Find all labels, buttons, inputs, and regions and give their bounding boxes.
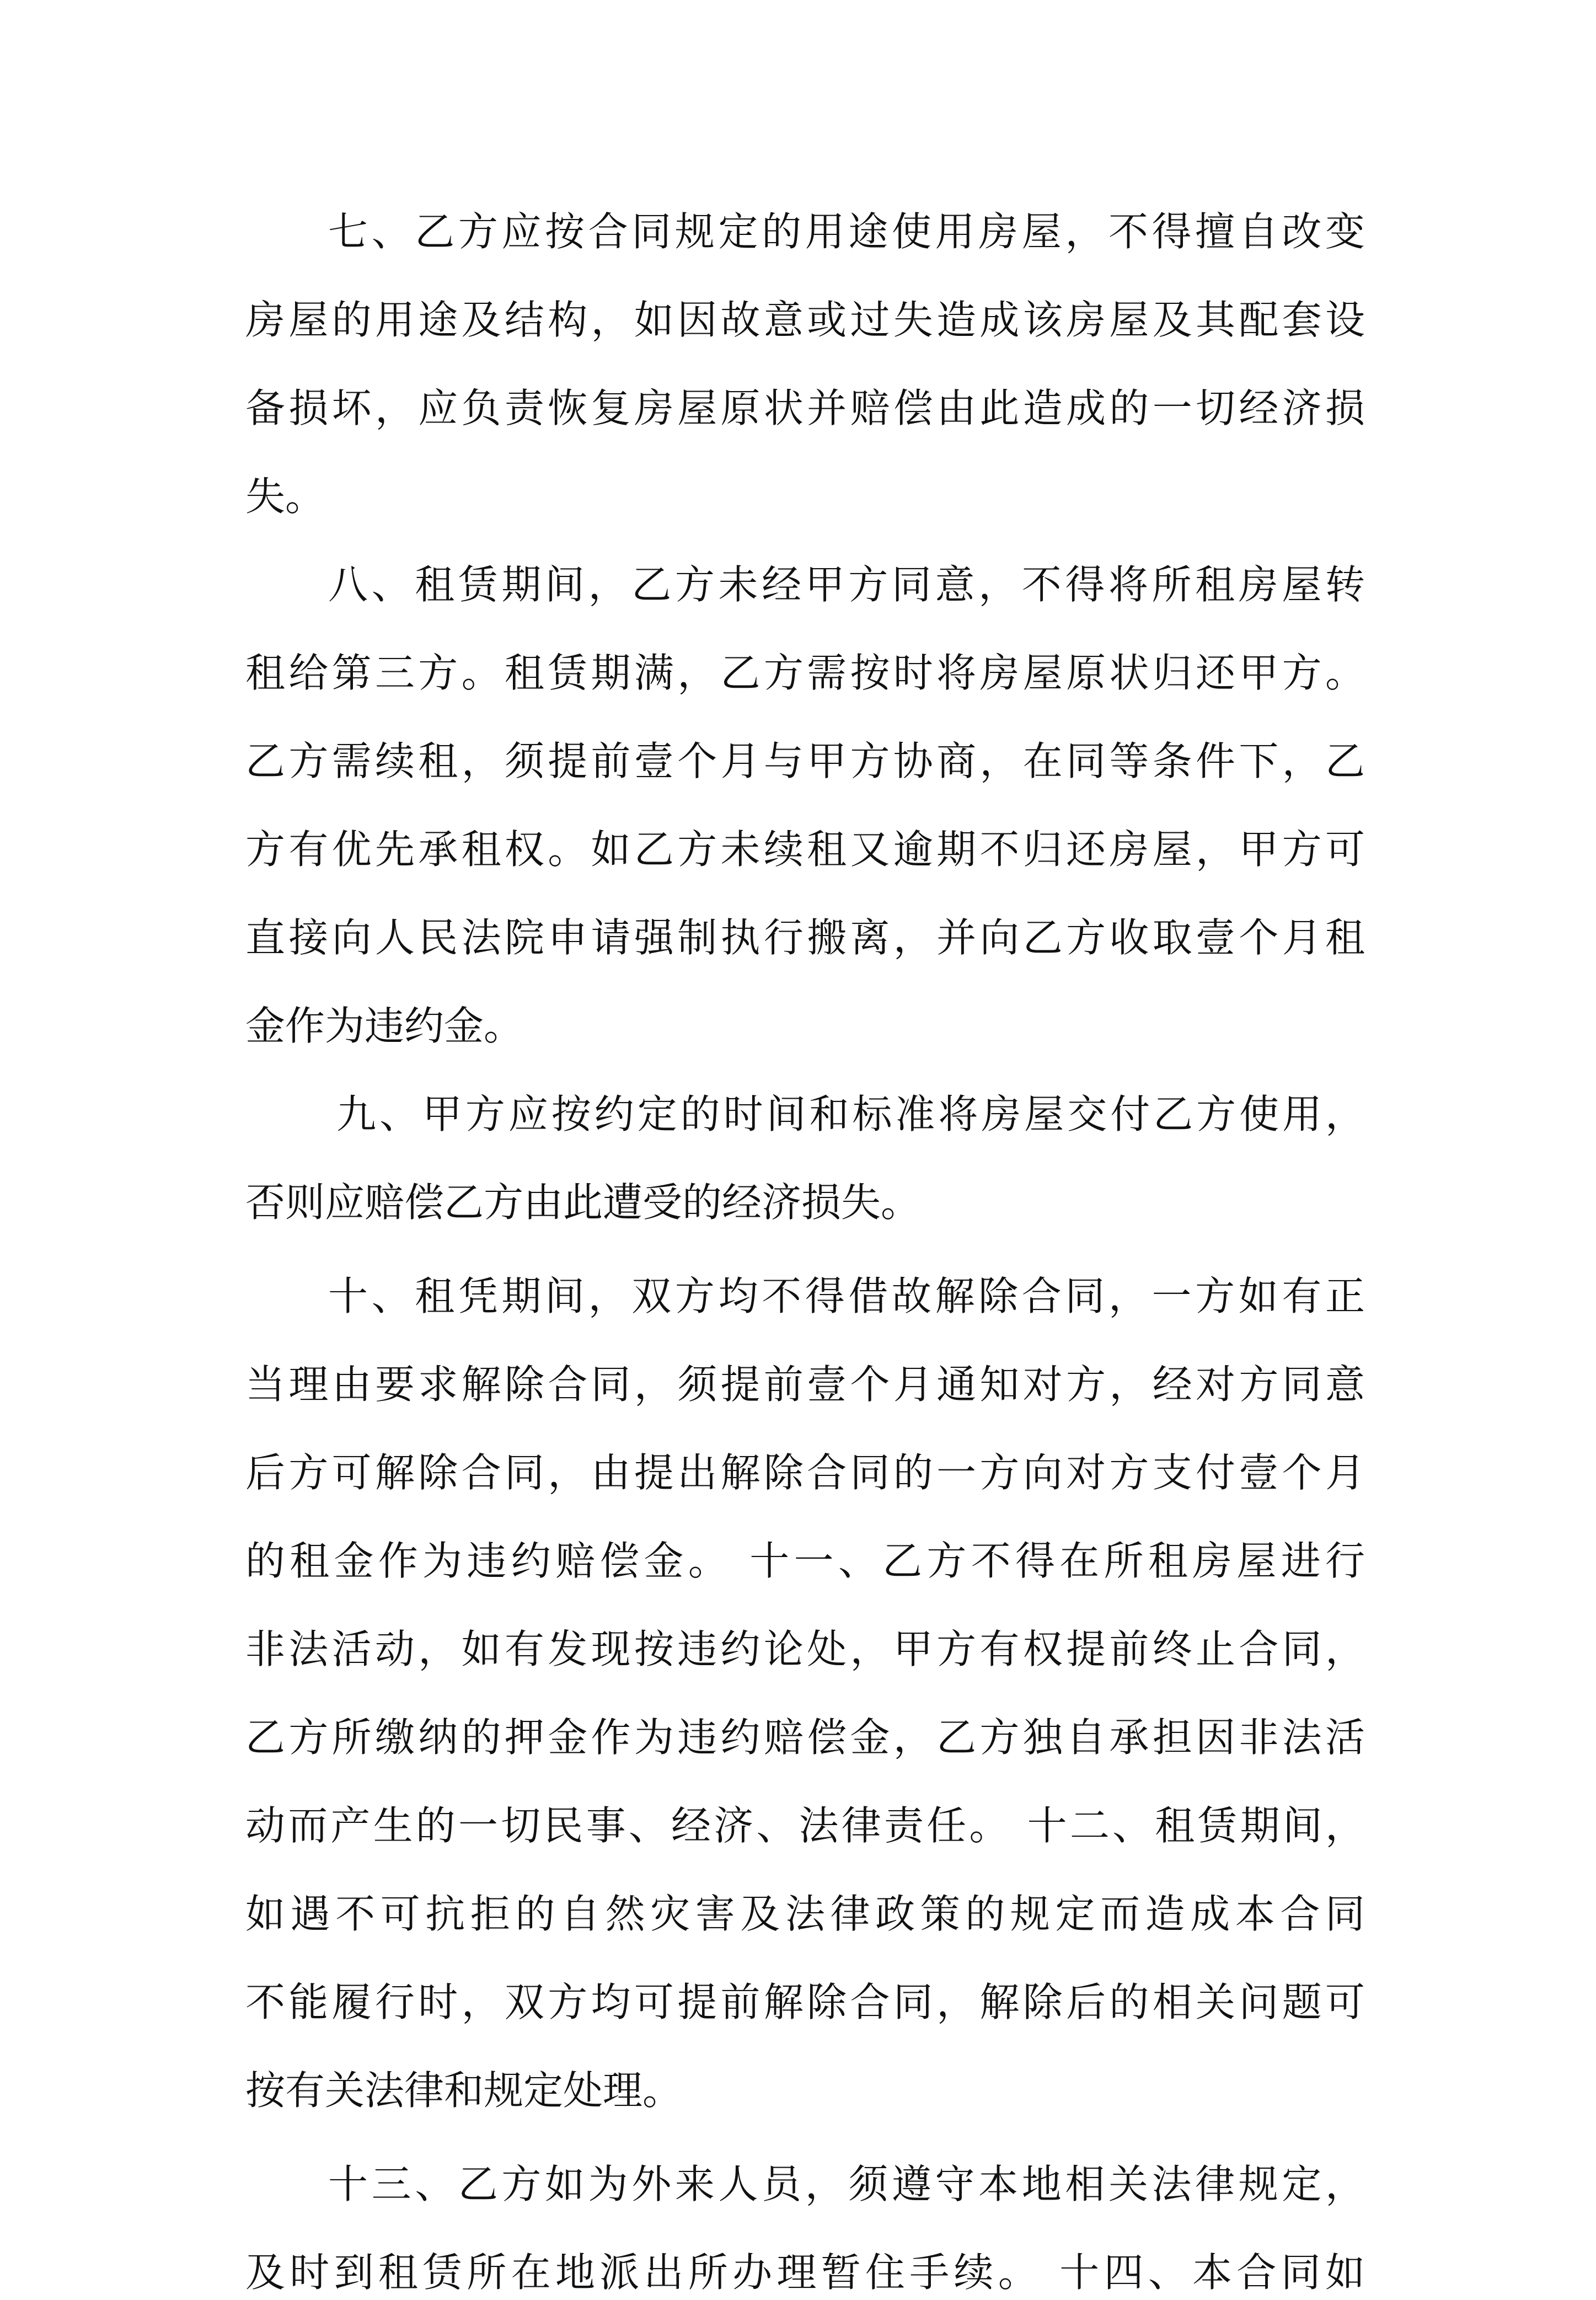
text-line: 失。 <box>245 473 325 520</box>
text-line: 当理由要求解除合同，须提前壹个月通知对方，经对方同意 <box>245 1361 1365 1408</box>
text-line: 不能履行时，双方均可提前解除合同，解除后的相关问题可 <box>245 1979 1365 2025</box>
text-line: 的租金作为违约赔偿金。 十一、乙方不得在所租房屋进行 <box>245 1538 1365 1584</box>
text-line: 非法活动，如有发现按违约论处，甲方有权提前终止合同， <box>245 1626 1365 1672</box>
text-line: 否则应赔偿乙方由此遭受的经济损失。 <box>245 1179 921 1226</box>
text-line: 十、租凭期间，双方均不得借故解除合同，一方如有正 <box>328 1273 1365 1319</box>
text-line: 租给第三方。租赁期满，乙方需按时将房屋原状归还甲方。 <box>245 650 1365 696</box>
text-line: 及时到租赁所在地派出所办理暂住手续。 十四、本合同如 <box>245 2249 1365 2296</box>
text-line: 如遇不可抗拒的自然灾害及法律政策的规定而造成本合同 <box>245 1891 1365 1937</box>
text-line: 动而产生的一切民事、经济、法律责任。 十二、租赁期间， <box>245 1802 1365 1849</box>
text-line: 乙方需续租，须提前壹个月与甲方协商，在同等条件下，乙 <box>245 738 1365 784</box>
text-line: 直接向人民法院申请强制执行搬离，并向乙方收取壹个月租 <box>245 914 1365 961</box>
text-line: 房屋的用途及结构，如因故意或过失造成该房屋及其配套设 <box>245 297 1365 343</box>
text-line: 九、甲方应按约定的时间和标准将房屋交付乙方使用， <box>336 1091 1365 1137</box>
text-line: 七、乙方应按合同规定的用途使用房屋，不得擅自改变 <box>328 208 1365 255</box>
text-line: 金作为违约金。 <box>245 1003 524 1049</box>
text-line: 后方可解除合同，由提出解除合同的一方向对方支付壹个月 <box>245 1449 1365 1496</box>
text-line: 乙方所缴纳的押金作为违约赔偿金，乙方独自承担因非法活 <box>245 1714 1365 1761</box>
text-line: 方有优先承租权。如乙方未续租又逾期不归还房屋，甲方可 <box>245 826 1365 873</box>
text-line: 八、租赁期间，乙方未经甲方同意，不得将所租房屋转 <box>328 561 1365 608</box>
text-line: 十三、乙方如为外来人员，须遵守本地相关法律规定， <box>328 2161 1365 2207</box>
text-line: 按有关法律和规定处理。 <box>245 2067 683 2114</box>
text-line: 备损坏，应负责恢复房屋原状并赔偿由此造成的一切经济损 <box>245 385 1365 431</box>
